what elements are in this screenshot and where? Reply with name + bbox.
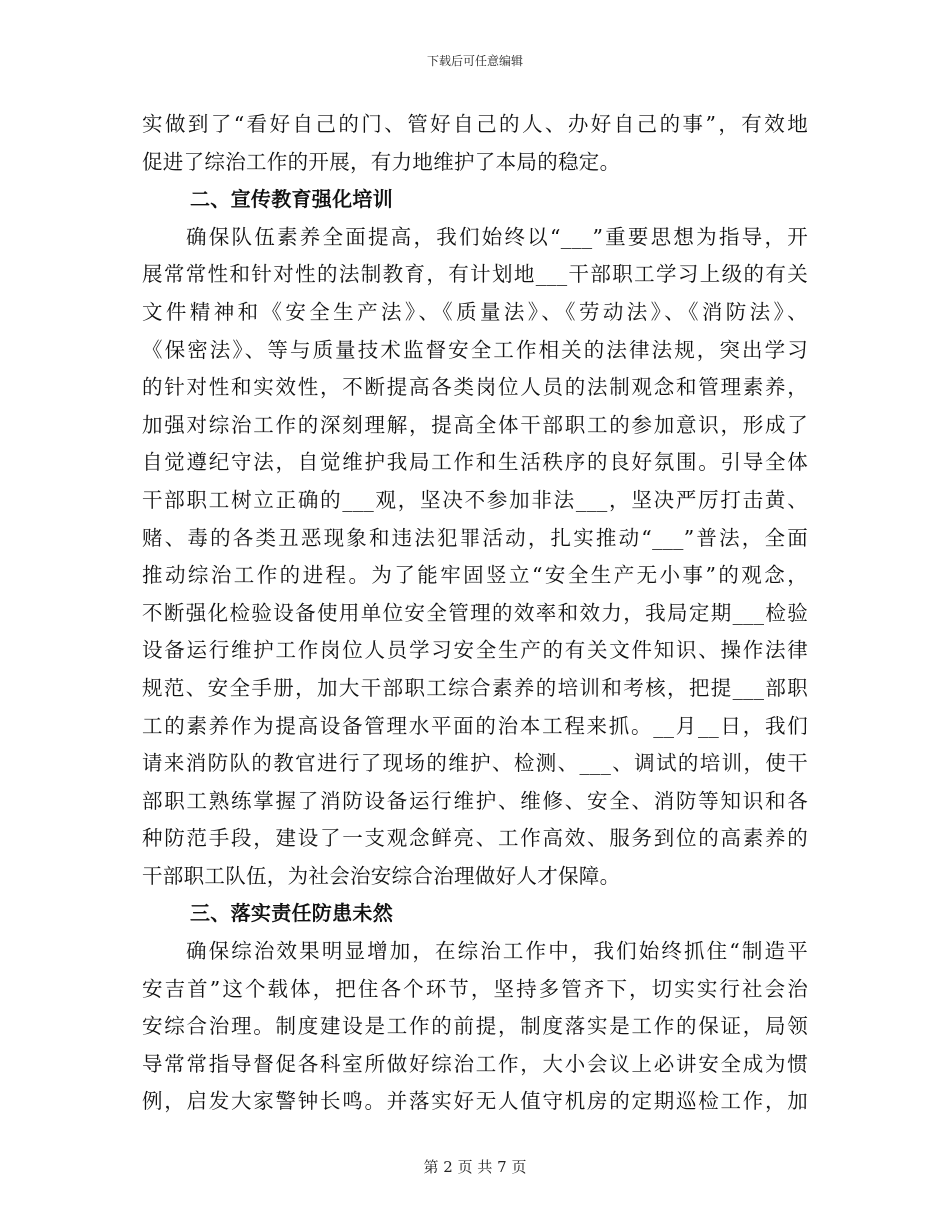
document-body <box>142 106 808 1121</box>
body-line: 实做到了“看好自己的门、管好自己的人、办好自己的事”，有效地 <box>142 112 808 136</box>
body-line: 干部职工树立正确的___观，坚决不参加非法___，坚决严厉打击黄、 <box>142 487 808 512</box>
body-line: 赌、毒的各类丑恶现象和违法犯罪活动，扎实推动“___”普法，全面 <box>142 525 808 550</box>
body-line: 规范、安全手册，加大干部职工综合素养的培训和考核，把提___部职 <box>142 675 808 700</box>
body-line: 自觉遵纪守法，自觉维护我局工作和生活秩序的良好氛围。引导全体 <box>142 450 808 475</box>
body-line: 安吉首”这个载体，把住各个环节，坚持多管齐下，切实实行社会治 <box>142 976 808 1001</box>
body-line: 工的素养作为提高设备管理水平面的治本工程来抓。__月__日，我们 <box>142 713 808 738</box>
section-heading: 二、宣传教育强化培训 <box>190 187 393 212</box>
body-line: 安综合治理。制度建设是工作的前提，制度落实是工作的保证，局领 <box>142 1014 808 1039</box>
page-header: 下载后可任意编辑 <box>426 54 523 68</box>
body-line: 干部职工队伍，为社会治安综合治理做好人才保障。 <box>142 863 621 888</box>
body-line: 部职工熟练掌握了消防设备运行维护、维修、安全、消防等知识和各 <box>142 788 808 813</box>
body-line: 种防范手段，建设了一支观念鲜亮、工作高效、服务到位的高素养的 <box>142 826 808 851</box>
body-line: 不断强化检验设备使用单位安全管理的效率和效力，我局定期___检验 <box>142 600 808 625</box>
body-line: 的针对性和实效性，不断提高各类岗位人员的法制观念和管理素养， <box>142 375 808 400</box>
body-line: 促进了综治工作的开展，有力地维护了本局的稳定。 <box>142 149 621 174</box>
page-number: 第 2 页 共 7 页 <box>423 1158 527 1176</box>
body-line: 确保队伍素养全面提高，我们始终以“___”重要思想为指导，开 <box>186 224 808 249</box>
body-line: 导常常指导督促各科室所做好综治工作，大小会议上必讲安全成为惯 <box>142 1051 808 1076</box>
body-line: 展常常性和针对性的法制教育，有计划地___干部职工学习上级的有关 <box>142 262 808 287</box>
body-line: 推动综治工作的进程。为了能牢固竖立“安全生产无小事”的观念， <box>142 563 808 588</box>
body-line: 确保综治效果明显增加，在综治工作中，我们始终抓住“制造平 <box>186 939 808 964</box>
section-heading: 三、落实责任防患未然 <box>190 901 393 926</box>
body-line: 请来消防队的教官进行了现场的维护、检测、___、调试的培训，使干 <box>142 751 808 776</box>
body-line: 文件精神和《安全生产法》、《质量法》、《劳动法》、《消防法》、 <box>142 299 808 324</box>
body-line: 例，启发大家警钟长鸣。并落实好无人值守机房的定期巡检工作，加 <box>142 1089 808 1114</box>
body-line: 设备运行维护工作岗位人员学习安全生产的有关文件知识、操作法律 <box>142 638 808 663</box>
body-line: 《保密法》、等与质量技术监督安全工作相关的法律法规，突出学习 <box>142 337 808 362</box>
body-line: 加强对综治工作的深刻理解，提高全体干部职工的参加意识，形成了 <box>142 412 808 437</box>
